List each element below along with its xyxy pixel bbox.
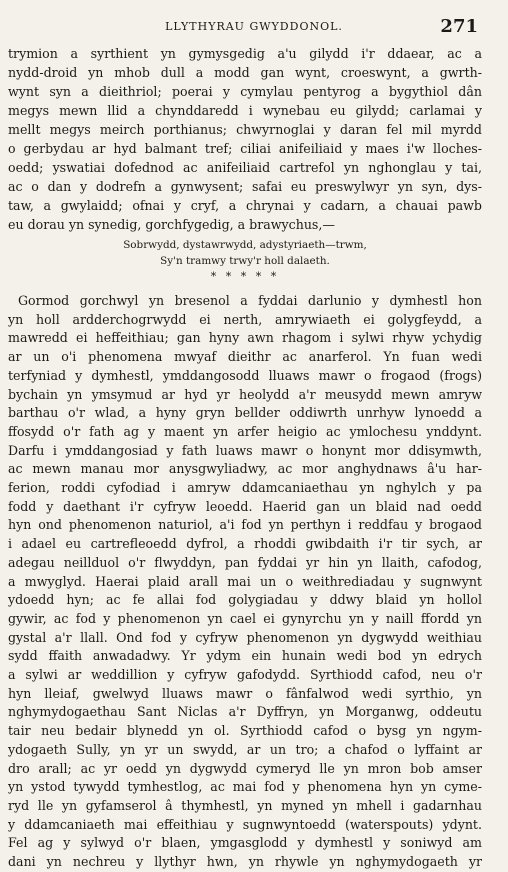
text-line: ffosydd o'r fath ag y maent yn arfer heigio ac ymlochesu ynddynt. xyxy=(8,423,482,439)
verse-line: Sobrwydd, dystawrwydd, adystyriaeth—trwm, xyxy=(123,239,367,251)
text-line: ar un o'i phenomena mwyaf dieithr ac anarferol. Yn fuan wedi xyxy=(8,349,482,365)
text-line: a mwyglyd. Haerai plaid arall mai un o weithrediadau y sugnwynt xyxy=(8,573,482,589)
text-line: trymion a syrthient yn gymysgedig a'u gilydd i'r ddaear, ac a xyxy=(8,46,482,61)
text-line: terfyniad y dymhestl, ymddangosodd lluaws mawr o frogaod (frogs) xyxy=(8,367,482,383)
text-line: Fel ag y sylwyd o'r blaen, ymgasglodd y dymhestl y soniwyd am xyxy=(8,835,482,851)
text-line: i adael eu cartrefleoedd dyfrol, a rhoddi gwibdaith i'r tir sych, ar xyxy=(8,536,482,552)
text-line: ydoedd hyn; ac fe allai fod golygiadau y ddwy blaid yn hollol xyxy=(8,592,482,608)
text-line: mellt megys meirch porthianus; chwyrnoglai y daran fel mil myrdd xyxy=(8,122,482,137)
text-line: hyn lleiaf, gwelwyd lluaws mawr o fânfalwod wedi syrthio, yn xyxy=(8,685,482,701)
running-head: LLYTHYRAU GWYDDONOL. xyxy=(165,20,343,33)
text-line: gystal a'r llall. Ond fod y cyfryw phenomenon yn dygwydd weithiau xyxy=(8,629,482,645)
asterisk-divider: * * * * * xyxy=(210,271,280,283)
text-line: dro arall; ac yr oedd yn dygwydd cymeryd lle yn mron bob amser xyxy=(8,760,482,776)
text-line: y ddamcaniaeth mai effeithiau y sugnwyntoedd (waterspouts) ydynt. xyxy=(8,816,482,832)
paragraph-continued xyxy=(8,44,482,234)
verse-line: Sy'n tramwy trwy'r holl dalaeth. xyxy=(160,255,330,267)
text-line: a sylwi ar weddillion y cyfryw gafodydd. Syrthiodd cafod, neu o'r xyxy=(8,667,482,683)
text-line: tair neu bedair blynedd yn ol. Syrthiodd cafod o bysg yn ngym- xyxy=(8,723,482,739)
text-line: megys mewn llid a chynddaredd i wynebau eu gilydd; carlamai y xyxy=(8,103,482,118)
text-line: yn ystod tywydd tymhestlog, ac mai fod y phenomena hyn yn cyme- xyxy=(8,779,482,795)
page-number: 271 xyxy=(440,16,478,37)
text-line: mawredd ei heffeithiau; gan hyny awn rhagom i sylwi rhyw ychydig xyxy=(8,330,482,346)
text-line: hyn ond phenomenon naturiol, a'i fod yn perthyn i reddfau y brogaod xyxy=(8,517,482,533)
text-line: ferion, roddi cyfodiad i amryw ddamcaniaethau yn nghylch y pa xyxy=(8,480,482,496)
text-line: oedd; yswatiai dofednod ac anifeiliaid cartrefol yn nghonglau y tai, xyxy=(8,160,482,175)
text-line: ac mewn manau mor anysgwyliadwy, ac mor anghydnaws â'u har- xyxy=(8,461,482,477)
text-line: ydogaeth Sully, yn yr un swydd, ar un tro; a chafod o lyffaint ar xyxy=(8,741,482,757)
text-line: eu dorau yn synedig, gorchfygedig, a brawychus,— xyxy=(8,217,335,232)
paragraph-main xyxy=(8,292,482,872)
text-line: dani yn nechreu y llythyr hwn, yn rhywle yn nghymydogaeth yr xyxy=(8,854,482,870)
text-line: barthau o'r wlad, a hyny gryn bellder oddiwrth unrhyw lynoedd a xyxy=(8,405,482,421)
text-line: Darfu i ymddangosiad y fath luaws mawr o honynt mor ddisymwth, xyxy=(8,442,482,458)
text-line: ac o dan y dodrefn a gynwysent; safai eu preswylwyr yn syn, dys- xyxy=(8,179,482,194)
text-line: gywir, ac fod y phenomenon yn cael ei gynyrchu yn y naill ffordd yn xyxy=(8,610,482,626)
text-line: o gerbydau ar hyd balmant tref; ciliai anifeiliaid y maes i'w lloches- xyxy=(8,141,482,156)
text-line: wynt syn a dieithriol; poerai y cymylau pentyrog a bygythiol dân xyxy=(8,84,482,99)
section-ornament xyxy=(8,271,482,283)
text-line: fodd y daethant i'r cyfryw leoedd. Haerid gan un blaid nad oedd xyxy=(8,498,482,514)
text-line: ryd lle yn gyfamserol â thymhestl, yn myned yn mhell i gadarnhau xyxy=(8,797,482,813)
text-line: yn holl ardderchogrwydd ei nerth, amrywiaeth ei golygfeydd, a xyxy=(8,311,482,327)
verse-quotation xyxy=(8,237,482,269)
text-line: adegau neillduol o'r flwyddyn, pan fyddai yr hin yn llaith, cafodog, xyxy=(8,554,482,570)
page-header xyxy=(0,16,508,42)
text-line: bychain yn ymsymud ar hyd yr heolydd a'r meusydd mewn amryw xyxy=(8,386,482,402)
text-line: nghymydogaethau Sant Niclas a'r Dyffryn, yn Morganwg, oddeutu xyxy=(8,704,482,720)
text-line: taw, a gwylaidd; ofnai y cryf, a chrynai y cadarn, a chauai pawb xyxy=(8,198,482,213)
text-line: nydd-droid yn mhob dull a modd gan wynt, croeswynt, a gwrth- xyxy=(8,65,482,80)
text-line: Gormod gorchwyl yn bresenol a fyddai darlunio y dymhestl hon xyxy=(18,293,482,308)
text-line: sydd ffaith anwadadwy. Yr ydym ein hunain wedi bod yn edrych xyxy=(8,648,482,664)
